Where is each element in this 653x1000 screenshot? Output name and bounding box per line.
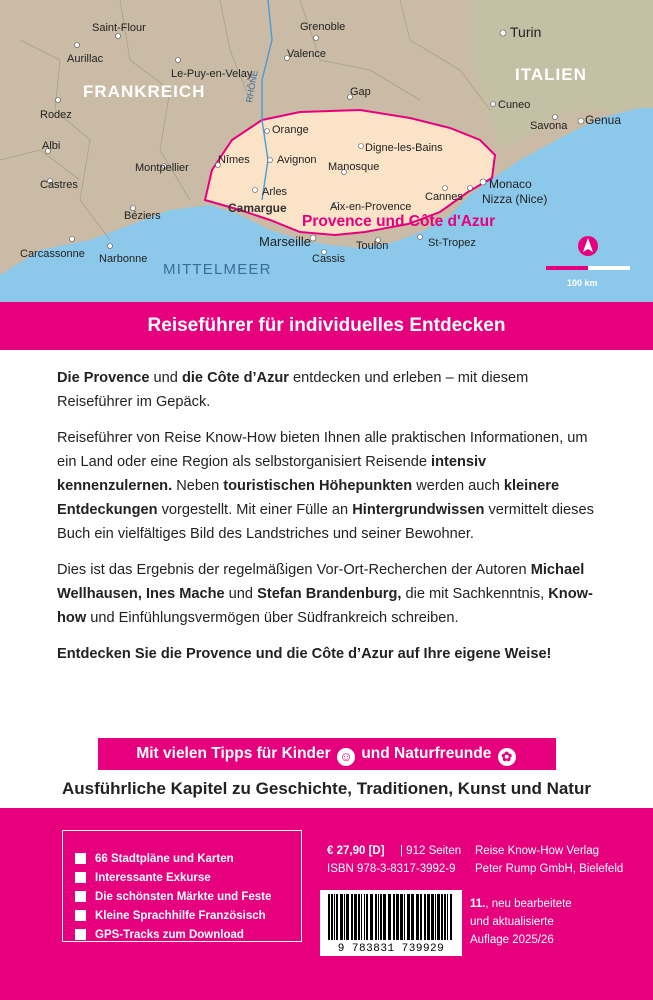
city-label: St-Tropez bbox=[428, 237, 476, 249]
city-label: Aix-en-Provence bbox=[330, 201, 412, 213]
city-label: Camargue bbox=[228, 201, 287, 215]
sea-label: MITTELMEER bbox=[163, 261, 272, 278]
barcode-bar bbox=[375, 894, 377, 940]
tips-banner: Mit vielen Tipps für Kinder ☺ und Naturfreunde ✿ bbox=[98, 738, 556, 770]
city-label: Gap bbox=[350, 86, 371, 98]
city-label: Albi bbox=[42, 140, 61, 152]
chapters-heading: Ausführliche Kapitel zu Geschichte, Traditionen, Kunst und Natur bbox=[0, 770, 653, 808]
city-label: Grenoble bbox=[300, 21, 346, 33]
city-label: Genua bbox=[585, 113, 622, 127]
barcode-bar bbox=[435, 894, 436, 940]
list-item: Kleine Sprachhilfe Französisch bbox=[75, 906, 301, 925]
city-label: Valence bbox=[287, 48, 326, 60]
region-map bbox=[0, 0, 653, 302]
barcode-bar bbox=[450, 894, 452, 940]
barcode-bar bbox=[366, 894, 368, 940]
butterfly-icon: ✿ bbox=[498, 748, 516, 766]
river-label: RHÔNE bbox=[244, 69, 260, 104]
barcode-bar bbox=[416, 894, 419, 940]
city-label: Toulon bbox=[356, 240, 389, 252]
barcode-bar bbox=[441, 894, 443, 940]
list-item: Interessante Exkurse bbox=[75, 868, 301, 887]
intro-paragraph-2: Reiseführer von Reise Know-How bieten Ihnen alle praktischen Informationen, um ein Land oder eine Region als selbstorganisiert Reisende intensiv kennenzulernen. Neben touristischen Höhepunkten werden auch kleinere Entdeckungen vorgestellt. Mit einer Fülle an Hintergrundwissen vermittelt dieses Buch ein vielfältiges Bild des Landstriches und seiner Bewohner. bbox=[57, 430, 594, 542]
barcode-bar bbox=[420, 894, 422, 940]
barcode-bar bbox=[424, 894, 426, 940]
barcode-bar bbox=[340, 894, 343, 940]
barcode-bar bbox=[370, 894, 373, 940]
barcode-bar bbox=[404, 894, 405, 940]
page-count: | 912 Seiten bbox=[400, 845, 462, 857]
barcode-bar bbox=[400, 894, 403, 940]
city-label: Carcassonne bbox=[20, 248, 85, 260]
city-label: Turin bbox=[510, 24, 542, 40]
city-label: Arles bbox=[262, 186, 288, 198]
city-label: Rodez bbox=[40, 109, 72, 121]
checkbox-icon bbox=[75, 853, 86, 864]
city-label: Le-Puy-en-Velay bbox=[171, 68, 253, 80]
barcode-bar bbox=[344, 894, 345, 940]
child-icon: ☺ bbox=[337, 748, 355, 766]
barcode-bar bbox=[444, 894, 446, 940]
barcode-bar bbox=[354, 894, 357, 940]
intro-paragraph-1: Die Provence und die Côte d’Azur entdecken und erleben – mit diesem Reiseführer im Gepäck. bbox=[57, 370, 529, 410]
city-label: Aurillac bbox=[67, 53, 104, 65]
city-label: Digne-les-Bains bbox=[365, 142, 443, 154]
publisher-name: Reise Know-How Verlag bbox=[475, 845, 600, 857]
intro-text bbox=[57, 366, 597, 678]
publisher-address: Peter Rump GmbH, Bielefeld bbox=[475, 863, 624, 875]
city-label: Saint-Flour bbox=[92, 22, 146, 34]
barcode-bar bbox=[393, 894, 395, 940]
scale-label: 100 km bbox=[567, 278, 598, 288]
city-label: Castres bbox=[40, 179, 78, 191]
checkbox-icon bbox=[75, 872, 86, 883]
city-label: Narbonne bbox=[99, 253, 148, 265]
barcode-bar bbox=[431, 894, 434, 940]
checkbox-icon bbox=[75, 929, 86, 940]
checkbox-icon bbox=[75, 891, 86, 902]
barcode-bar bbox=[427, 894, 430, 940]
region-label: Provence und Côte d'Azur bbox=[302, 213, 496, 230]
list-item: Die schönsten Märkte und Feste bbox=[75, 887, 301, 906]
barcode-bar bbox=[361, 894, 362, 940]
barcode-bar bbox=[388, 894, 391, 940]
tagline-banner: Reiseführer für individuelles Entdecken bbox=[0, 302, 653, 350]
barcode-bar bbox=[447, 894, 448, 940]
list-item: GPS-Tracks zum Download bbox=[75, 925, 301, 944]
barcode-bar bbox=[351, 894, 353, 940]
checkbox-icon bbox=[75, 910, 86, 921]
city-label: Béziers bbox=[124, 210, 161, 222]
city-label: Orange bbox=[272, 124, 309, 136]
barcode-bar bbox=[396, 894, 399, 940]
city-label: Avignon bbox=[277, 154, 317, 166]
barcode-bar bbox=[407, 894, 410, 940]
city-label: Manosque bbox=[328, 161, 380, 173]
city-label: Cassis bbox=[312, 253, 346, 265]
barcode-digits: 9 783831 739929 bbox=[337, 943, 445, 955]
city-label: Nizza (Nice) bbox=[482, 192, 548, 206]
barcode-bar bbox=[437, 894, 440, 940]
list-item: 66 Stadtpläne und Karten bbox=[75, 849, 301, 868]
intro-paragraph-4: Entdecken Sie die Provence und die Côte d’Azur auf Ihre eigene Weise! bbox=[57, 646, 552, 662]
barcode-bar bbox=[383, 894, 386, 940]
country-label-italy: ITALIEN bbox=[515, 65, 587, 84]
city-label: Cannes bbox=[425, 191, 463, 203]
intro-paragraph-3: Dies ist das Ergebnis der regelmäßigen Vor-Ort-Recherchen der Autoren Michael Wellhausen, Ines Mache und Stefan Brandenburg, die mit Sachkenntnis, Know-how und Einfühlungsvermögen über Südfrankreich schreiben. bbox=[57, 562, 593, 626]
barcode-bar bbox=[380, 894, 382, 940]
isbn: ISBN 978-3-8317-3992-9 bbox=[327, 863, 456, 875]
city-label: Nîmes bbox=[218, 154, 250, 166]
barcode-bar bbox=[358, 894, 360, 940]
barcode-bar bbox=[378, 894, 379, 940]
city-label: Marseille bbox=[259, 234, 312, 249]
edition-info: 11., neu bearbeitete und aktualisierte Auflage 2025/26 bbox=[470, 898, 572, 946]
barcode-bar bbox=[346, 894, 349, 940]
city-label: Monaco bbox=[489, 177, 532, 191]
city-label: Cuneo bbox=[498, 99, 531, 111]
barcode-bar bbox=[328, 894, 330, 940]
price: € 27,90 [D] bbox=[327, 845, 385, 857]
barcode-bar bbox=[334, 894, 335, 940]
barcode-bar bbox=[364, 894, 365, 940]
barcode-bar bbox=[336, 894, 338, 940]
barcode-bar bbox=[411, 894, 414, 940]
city-label: Savona bbox=[530, 120, 568, 132]
city-label: Montpellier bbox=[135, 162, 189, 174]
barcode bbox=[320, 890, 462, 956]
features-box bbox=[62, 830, 302, 942]
barcode-bar bbox=[331, 894, 333, 940]
country-label-france: FRANKREICH bbox=[83, 82, 206, 101]
